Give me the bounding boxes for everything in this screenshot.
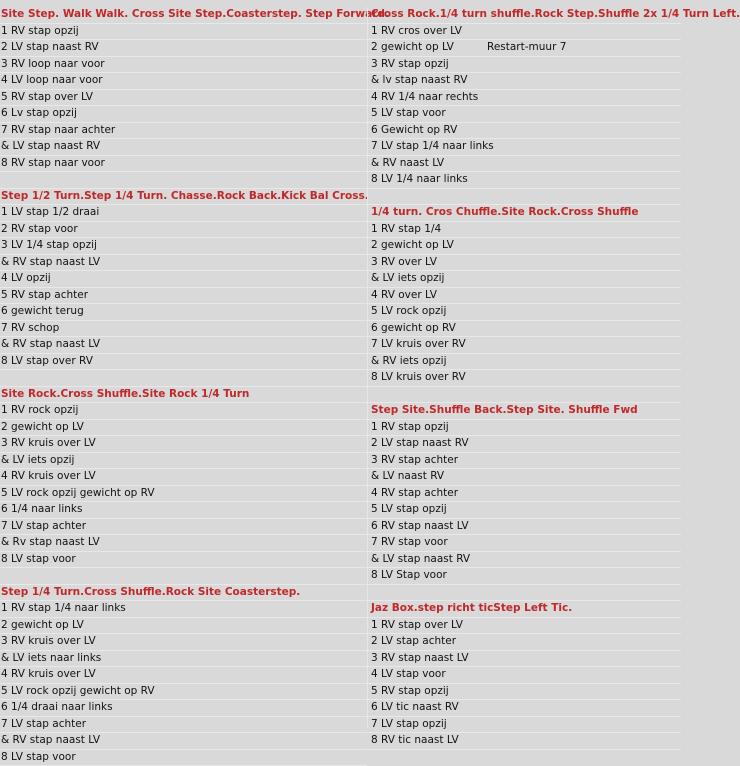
step-row	[0, 618, 367, 635]
step-row	[0, 519, 367, 536]
step-row	[0, 24, 367, 41]
step-row	[368, 535, 681, 552]
step-text: 5 LV stap voor	[371, 107, 446, 119]
step-row	[368, 90, 681, 107]
blank-row	[0, 568, 367, 585]
step-row	[368, 436, 681, 453]
step-text: 4 RV over LV	[371, 289, 437, 301]
step-text: 4 RV kruis over LV	[1, 470, 96, 482]
step-row	[0, 271, 367, 288]
step-text: 7 LV stap opzij	[371, 718, 447, 730]
left-section	[0, 387, 367, 585]
step-text: 6 RV stap naast LV	[371, 520, 469, 532]
step-row	[368, 57, 681, 74]
step-text: 5 LV stap opzij	[371, 503, 447, 515]
step-row	[368, 24, 681, 41]
step-text: 8 LV kruis over RV	[371, 371, 466, 383]
step-text: & LV stap naast RV	[371, 553, 470, 565]
step-text: 2 RV stap voor	[1, 223, 78, 235]
step-row	[0, 684, 367, 701]
step-text: 2 gewicht op LV	[1, 421, 84, 433]
step-row	[368, 733, 681, 750]
step-text: 7 RV schop	[1, 322, 59, 334]
step-text: 5 RV stap over LV	[1, 91, 93, 103]
step-row	[368, 684, 681, 701]
step-text: 5 LV rock opzij gewicht op RV	[1, 487, 155, 499]
step-text: 5 LV rock opzij	[371, 305, 446, 317]
step-row	[368, 370, 681, 387]
right-section	[368, 403, 681, 601]
step-row	[0, 57, 367, 74]
step-row	[0, 106, 367, 123]
step-text: 3 RV kruis over LV	[1, 437, 96, 449]
step-row	[0, 73, 367, 90]
step-row	[368, 552, 681, 569]
step-row	[0, 502, 367, 519]
step-row	[0, 90, 367, 107]
step-row	[0, 238, 367, 255]
step-text: & LV iets opzij	[1, 454, 74, 466]
section-title: Step 1/4 Turn.Cross Shuffle.Rock Site Coasterstep.	[0, 585, 367, 602]
step-row	[0, 469, 367, 486]
step-text: 2 LV stap achter	[371, 635, 456, 647]
step-row	[368, 271, 681, 288]
step-text: 1 RV stap over LV	[371, 619, 463, 631]
step-text: 7 LV stap 1/4 naar links	[371, 140, 494, 152]
section-title: Jaz Box.step richt ticStep Left Tic.	[368, 601, 681, 618]
step-text: 1 RV stap opzij	[371, 421, 449, 433]
left-section	[0, 189, 367, 387]
step-row	[0, 634, 367, 651]
step-text: 1 RV stap 1/4	[371, 223, 441, 235]
step-row	[368, 172, 681, 189]
right-section	[368, 601, 681, 750]
step-text: 8 LV stap voor	[1, 553, 76, 565]
step-row	[368, 40, 681, 57]
step-row	[368, 123, 681, 140]
step-row	[368, 700, 681, 717]
step-row	[368, 717, 681, 734]
step-row	[0, 288, 367, 305]
step-row	[368, 618, 681, 635]
right-section	[368, 7, 681, 205]
section-title: Cross Rock.1/4 turn shuffle.Rock Step.Shuffle 2x 1/4 Turn Left.	[368, 7, 681, 24]
right-section	[368, 205, 681, 403]
step-text: & RV iets opzij	[371, 355, 447, 367]
step-row	[0, 156, 367, 173]
step-row	[0, 601, 367, 618]
step-row	[0, 222, 367, 239]
step-row	[0, 420, 367, 437]
step-text: 4 RV stap achter	[371, 487, 458, 499]
step-text: & RV stap naast LV	[1, 256, 100, 268]
step-row	[368, 453, 681, 470]
step-text: 3 RV over LV	[371, 256, 437, 268]
blank-row	[0, 370, 367, 387]
step-text: 6 LV tic naast RV	[371, 701, 459, 713]
step-text: & RV stap naast LV	[1, 338, 100, 350]
step-text: 8 LV stap over RV	[1, 355, 93, 367]
step-text: 5 RV stap achter	[1, 289, 88, 301]
step-row	[368, 321, 681, 338]
step-row	[0, 40, 367, 57]
step-text: & RV naast LV	[371, 157, 444, 169]
step-row	[0, 535, 367, 552]
left-column	[0, 7, 367, 766]
step-text: & LV naast RV	[371, 470, 444, 482]
left-section	[0, 7, 367, 189]
step-text: 4 LV opzij	[1, 272, 51, 284]
step-text: 8 LV stap voor	[1, 751, 76, 763]
step-text: 3 RV stap achter	[371, 454, 458, 466]
step-row	[368, 288, 681, 305]
step-text: 8 RV tic naast LV	[371, 734, 459, 746]
step-row	[0, 733, 367, 750]
section-title: 1/4 turn. Cros Chuffle.Site Rock.Cross Shuffle	[368, 205, 681, 222]
step-text: 1 LV stap 1/2 draai	[1, 206, 99, 218]
step-text: 1 RV rock opzij	[1, 404, 78, 416]
step-text: 6 1/4 naar links	[1, 503, 82, 515]
blank-row	[368, 189, 681, 206]
step-row	[368, 651, 681, 668]
step-row	[0, 304, 367, 321]
step-row	[0, 337, 367, 354]
step-row	[368, 156, 681, 173]
step-text: 1 RV stap opzij	[1, 25, 79, 37]
step-row	[368, 519, 681, 536]
step-row	[368, 634, 681, 651]
step-text: & lv stap naast RV	[371, 74, 467, 86]
step-text: 3 RV loop naar voor	[1, 58, 105, 70]
step-row	[0, 552, 367, 569]
step-row	[0, 651, 367, 668]
step-row	[0, 750, 367, 766]
step-row	[368, 568, 681, 585]
step-row	[368, 667, 681, 684]
step-text: 2 LV stap naast RV	[1, 41, 99, 53]
step-row	[0, 354, 367, 371]
step-text: 6 Gewicht op RV	[371, 124, 457, 136]
step-row	[0, 205, 367, 222]
step-row	[368, 337, 681, 354]
step-text: 6 gewicht op RV	[371, 322, 456, 334]
step-row	[0, 403, 367, 420]
section-title: Step 1/2 Turn.Step 1/4 Turn. Chasse.Rock Back.Kick Bal Cross.	[0, 189, 367, 206]
step-row	[0, 139, 367, 156]
step-text: 7 LV stap achter	[1, 718, 86, 730]
step-row	[0, 700, 367, 717]
step-row	[368, 106, 681, 123]
blank-row	[368, 387, 681, 404]
step-text: 8 LV Stap voor	[371, 569, 447, 581]
step-text: 6 gewicht terug	[1, 305, 84, 317]
step-row	[0, 486, 367, 503]
step-row	[368, 304, 681, 321]
step-text: 3 RV stap naast LV	[371, 652, 469, 664]
step-text: 2 gewicht op LV	[371, 239, 454, 251]
step-row	[368, 73, 681, 90]
step-text: 8 LV 1/4 naar links	[371, 173, 468, 185]
step-text: 7 RV stap voor	[371, 536, 448, 548]
step-text: 1 RV stap 1/4 naar links	[1, 602, 126, 614]
step-row	[368, 502, 681, 519]
step-text: 5 RV stap opzij	[371, 685, 449, 697]
step-row	[0, 436, 367, 453]
step-text: 2 gewicht op LV	[1, 619, 84, 631]
section-title: Site Rock.Cross Shuffle.Site Rock 1/4 Turn	[0, 387, 367, 404]
section-title: Step Site.Shuffle Back.Step Site. Shuffle Fwd	[368, 403, 681, 420]
right-column	[367, 7, 681, 728]
step-text: 3 RV stap opzij	[371, 58, 449, 70]
step-text: 6 Lv stap opzij	[1, 107, 77, 119]
step-text: 7 LV stap achter	[1, 520, 86, 532]
step-text: 3 RV kruis over LV	[1, 635, 96, 647]
step-text: & LV iets naar links	[1, 652, 101, 664]
step-text: & Rv stap naast LV	[1, 536, 100, 548]
step-text: 2 gewicht op LV	[371, 41, 454, 53]
left-section	[0, 585, 367, 766]
step-row	[368, 420, 681, 437]
step-text: 7 LV kruis over RV	[371, 338, 466, 350]
blank-row	[368, 585, 681, 602]
step-row	[368, 354, 681, 371]
step-row	[0, 255, 367, 272]
step-row	[0, 321, 367, 338]
step-text: & LV iets opzij	[371, 272, 444, 284]
restart-note: Restart-muur 7	[487, 40, 566, 56]
step-text: 4 LV stap voor	[371, 668, 446, 680]
step-row	[0, 123, 367, 140]
step-row	[0, 667, 367, 684]
step-row	[368, 255, 681, 272]
step-text: 2 LV stap naast RV	[371, 437, 469, 449]
step-text: 8 RV stap naar voor	[1, 157, 105, 169]
step-row	[0, 453, 367, 470]
step-text: 1 RV cros over LV	[371, 25, 462, 37]
step-text: 4 RV 1/4 naar rechts	[371, 91, 478, 103]
step-text: 4 RV kruis over LV	[1, 668, 96, 680]
step-row	[368, 222, 681, 239]
step-row	[368, 139, 681, 156]
step-text: & RV stap naast LV	[1, 734, 100, 746]
step-text: 4 LV loop naar voor	[1, 74, 103, 86]
step-text: 7 RV stap naar achter	[1, 124, 115, 136]
step-row	[368, 238, 681, 255]
step-text: 5 LV rock opzij gewicht op RV	[1, 685, 155, 697]
step-row	[368, 486, 681, 503]
step-text: 3 LV 1/4 stap opzij	[1, 239, 97, 251]
step-text: 6 1/4 draai naar links	[1, 701, 113, 713]
step-row	[0, 717, 367, 734]
blank-row	[0, 172, 367, 189]
section-title: Site Step. Walk Walk. Cross Site Step.Coasterstep. Step Forward.	[0, 7, 367, 24]
step-row	[368, 469, 681, 486]
step-text: & LV stap naast RV	[1, 140, 100, 152]
